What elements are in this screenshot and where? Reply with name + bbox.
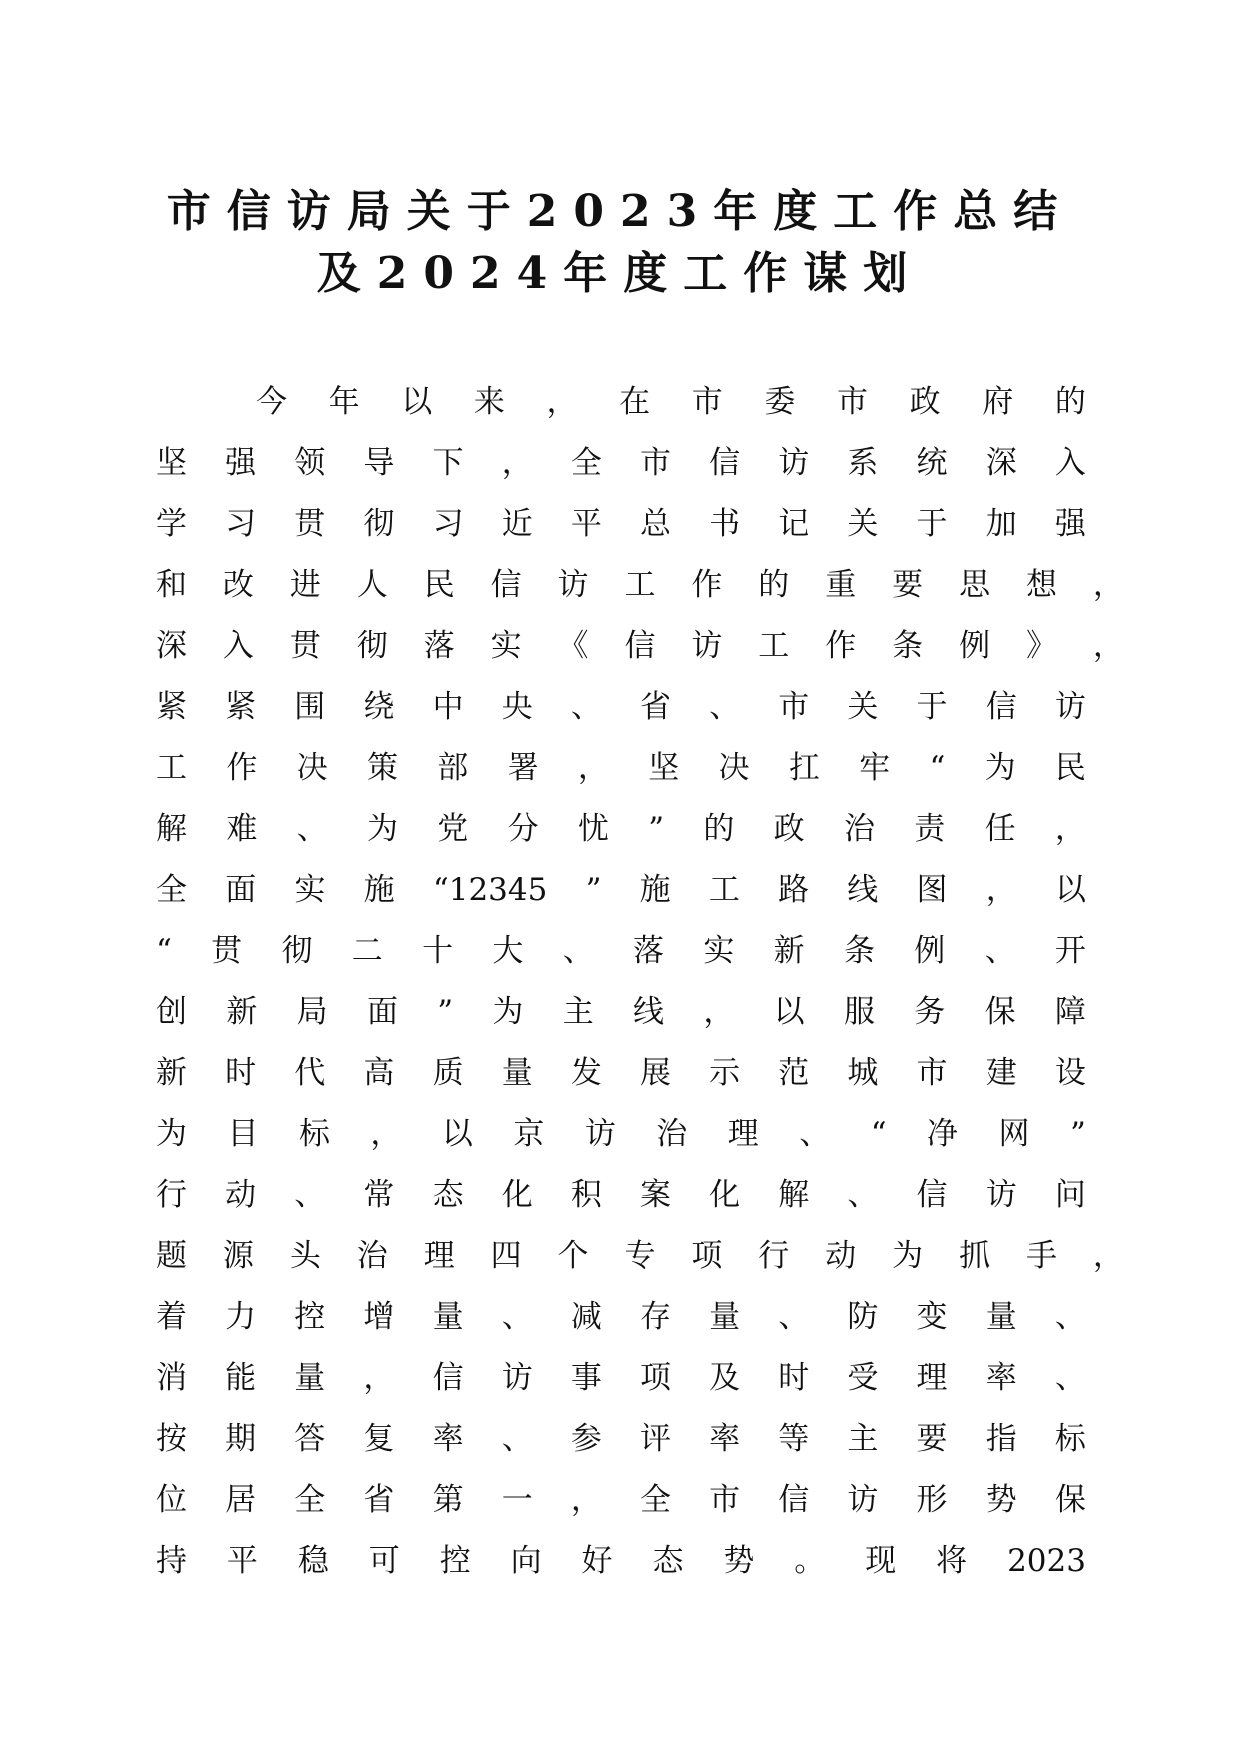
body-line: 位 居 全 省 第 一 ， 全 市 信 访 形 势 保 [156,1482,1086,1518]
document-title-line-1: 市信访局关于2023年度工作总结 [166,186,1074,237]
body-line: “ 贯 彻 二 十 大 、 落 实 新 条 例 、 开 [156,933,1086,969]
body-line: 消 能 量 ， 信 访 事 项 及 时 受 理 率 、 [156,1360,1086,1396]
body-line: 持 平 稳 可 控 向 好 态 势 。 现 将 2023 [156,1543,1086,1579]
body-line: 按 期 答 复 率 、 参 评 率 等 主 要 指 标 [156,1421,1086,1457]
body-line: 紧 紧 围 绕 中 央 、 省 、 市 关 于 信 访 [156,689,1086,725]
body-line: 题 源 头 治 理 四 个 专 项 行 动 为 抓 手 ， [156,1238,1124,1274]
body-line: 行 动 、 常 态 化 积 案 化 解 、 信 访 问 [156,1177,1086,1213]
body-line: 和 改 进 人 民 信 访 工 作 的 重 要 思 想 ， [156,567,1124,603]
body-line: 坚 强 领 导 下 ， 全 市 信 访 系 统 深 入 [156,445,1086,481]
body-line: 全 面 实 施 “12345 ” 施 工 路 线 图 ， 以 [156,872,1086,908]
body-line: 新 时 代 高 质 量 发 展 示 范 城 市 建 设 [156,1055,1086,1091]
body-line: 着 力 控 增 量 、 减 存 量 、 防 变 量 、 [156,1299,1086,1335]
body-line: 学 习 贯 彻 习 近 平 总 书 记 关 于 加 强 [156,506,1086,542]
body-line: 深 入 贯 彻 落 实 《 信 访 工 作 条 例 》 ， [156,628,1124,664]
body-line: 今 年 以 来 ， 在 市 委 市 政 府 的 [256,384,1086,420]
body-line: 为 目 标 ， 以 京 访 治 理 、 “ 净 网 ” [156,1116,1086,1152]
body-line: 工 作 决 策 部 署 ， 坚 决 扛 牢 “ 为 民 [156,750,1086,786]
body-line: 创 新 局 面 ” 为 主 线 ， 以 服 务 保 障 [156,994,1086,1030]
document-title-line-2: 及2024年度工作谋划 [316,248,924,299]
document-body [156,372,1124,1592]
body-line: 解 难 、 为 党 分 忧 ” 的 政 治 责 任 ， [156,811,1086,847]
